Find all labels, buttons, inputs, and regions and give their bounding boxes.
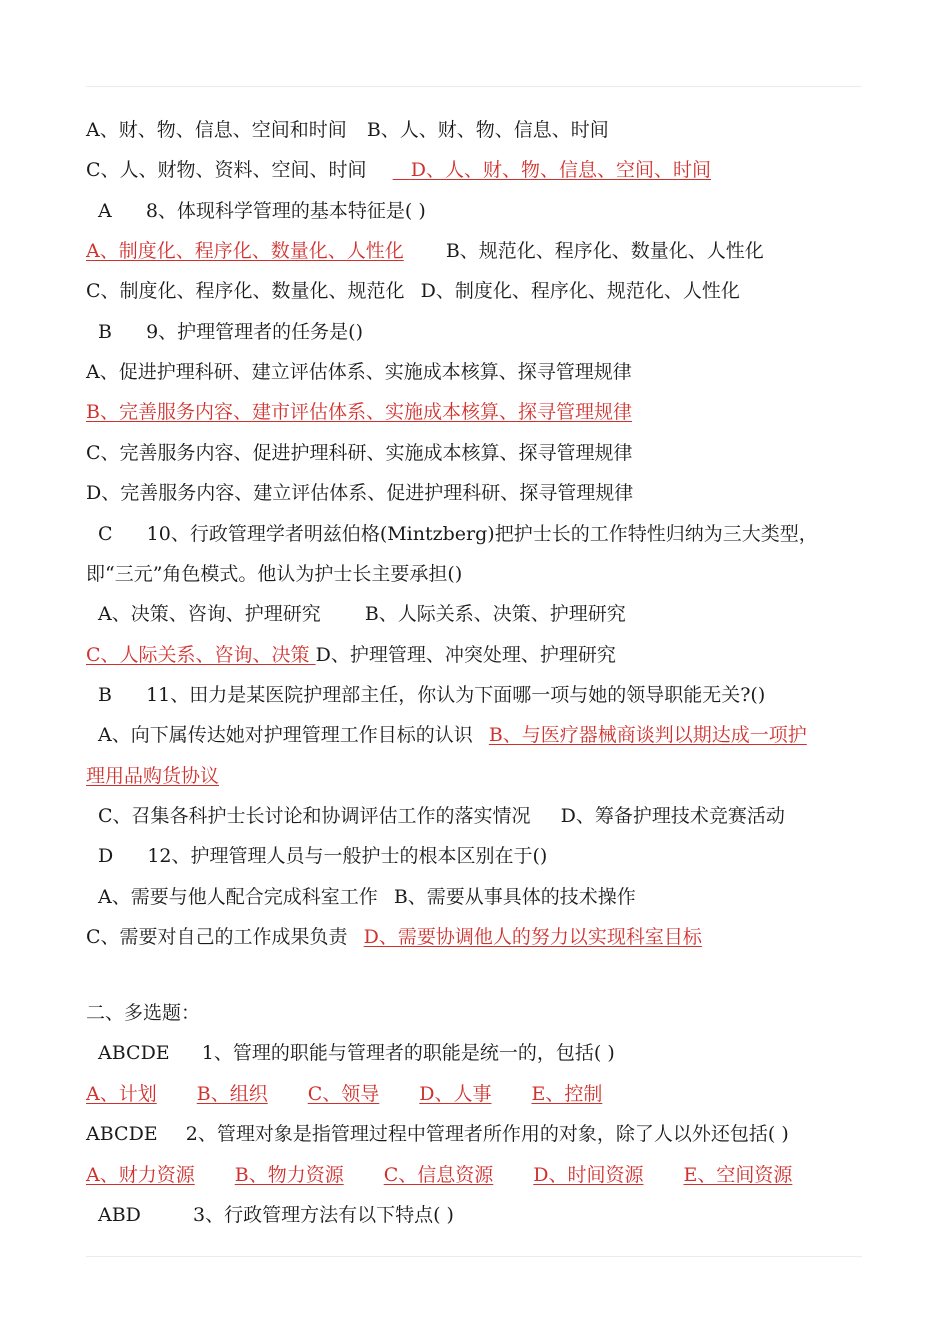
q11-stem bbox=[98, 682, 765, 708]
m2-options-correct bbox=[86, 1162, 792, 1188]
q7-options-ab bbox=[86, 117, 609, 143]
q7-option-a: A、财、物、信息、空间和时间 bbox=[86, 119, 347, 141]
q11-option-a: A、向下属传达她对护理管理工作目标的认识 bbox=[98, 724, 473, 746]
q9-option-b-correct: B、完善服务内容、建市评估体系、实施成本核算、探寻管理规律 bbox=[86, 401, 632, 423]
q10-options-ab bbox=[98, 601, 626, 627]
q11-option-b-correct-line1: B、与医疗器械商谈判以期达成一项护 bbox=[488, 724, 807, 746]
q11-option-b-correct-line2: 理用品购货协议 bbox=[86, 765, 220, 787]
q11-options-cd bbox=[98, 803, 785, 829]
q12-answer-key: D bbox=[98, 845, 114, 867]
m1-answer-key: ABCDE bbox=[98, 1042, 170, 1064]
q12-question: 12、护理管理人员与一般护士的根本区别在于() bbox=[147, 845, 548, 867]
q8-option-d: D、制度化、程序化、规范化、人性化 bbox=[420, 280, 740, 302]
q8-options-cd bbox=[86, 278, 740, 304]
q7-options-cd bbox=[86, 157, 711, 183]
q9-option-c: C、完善服务内容、促进护理科研、实施成本核算、探寻管理规律 bbox=[86, 442, 633, 464]
q10-options-cd bbox=[86, 642, 616, 668]
m1-option-c: C、领导 bbox=[307, 1083, 380, 1105]
q8-option-c: C、制度化、程序化、数量化、规范化 bbox=[86, 280, 405, 302]
m2-option-a: A、财力资源 bbox=[86, 1164, 195, 1186]
q12-option-c: C、需要对自己的工作成果负责 bbox=[86, 926, 348, 948]
q12-options-ab bbox=[98, 884, 636, 910]
m3-stem bbox=[98, 1202, 454, 1228]
m2-stem bbox=[86, 1121, 789, 1147]
q11-option-d: D、筹备护理技术竞赛活动 bbox=[560, 805, 785, 827]
q12-option-a: A、需要与他人配合完成科室工作 bbox=[98, 886, 378, 908]
q9-answer-key: B bbox=[98, 321, 112, 343]
q8-stem bbox=[98, 198, 426, 224]
q10-question-line2: 即“三元”角色模式。他认为护士长主要承担() bbox=[86, 563, 463, 585]
m1-options-correct bbox=[86, 1081, 602, 1107]
q8-option-b: B、规范化、程序化、数量化、人性化 bbox=[445, 240, 764, 262]
q8-answer-key: A bbox=[98, 200, 112, 222]
m1-option-a: A、计划 bbox=[86, 1083, 157, 1105]
q9-option-a: A、促进护理科研、建立评估体系、实施成本核算、探寻管理规律 bbox=[86, 361, 632, 383]
q10-answer-key: C bbox=[98, 523, 113, 545]
q7-option-b: B、人、财、物、信息、时间 bbox=[366, 119, 609, 141]
q7-option-c: C、人、财物、资料、空间、时间 bbox=[86, 159, 367, 181]
q11-option-c: C、召集各科护士长讨论和协调评估工作的落实情况 bbox=[98, 805, 531, 827]
q9-stem bbox=[98, 319, 363, 345]
section-heading-multiple-choice: 二、多选题： bbox=[86, 1002, 201, 1024]
q11-answer-key: B bbox=[98, 684, 112, 706]
q10-option-b: B、人际关系、决策、护理研究 bbox=[364, 603, 626, 625]
q10-question-line1: 10、行政管理学者明兹伯格(Mintzberg)把护士长的工作特性归纳为三大类型， bbox=[146, 523, 818, 545]
header-rule bbox=[86, 86, 862, 87]
m3-question: 3、行政管理方法有以下特点( ) bbox=[193, 1204, 454, 1226]
m2-question: 2、管理对象是指管理过程中管理者所作用的对象，除了人以外还包括( ) bbox=[185, 1123, 789, 1145]
m2-option-e: E、空间资源 bbox=[683, 1164, 793, 1186]
m3-answer-key: ABD bbox=[98, 1204, 141, 1226]
q8-question: 8、体现科学管理的基本特征是( ) bbox=[145, 200, 426, 222]
q10-option-a: A、决策、咨询、护理研究 bbox=[98, 603, 321, 625]
q12-options-cd bbox=[86, 924, 702, 950]
q9-option-d: D、完善服务内容、建立评估体系、促进护理科研、探寻管理规律 bbox=[86, 482, 634, 504]
m1-question: 1、管理的职能与管理者的职能是统一的，包括( ) bbox=[201, 1042, 615, 1064]
q12-option-d-correct: D、需要协调他人的努力以实现科室目标 bbox=[363, 926, 702, 948]
m2-option-d: D、时间资源 bbox=[533, 1164, 644, 1186]
m2-answer-key: ABCDE bbox=[86, 1123, 158, 1145]
q10-stem bbox=[98, 521, 818, 547]
q10-option-d: D、护理管理、冲突处理、护理研究 bbox=[315, 644, 616, 666]
m1-option-e: E、控制 bbox=[531, 1083, 603, 1105]
q8-option-a-correct: A、制度化、程序化、数量化、人性化 bbox=[86, 240, 404, 262]
footer-rule bbox=[86, 1256, 862, 1257]
m1-option-d: D、人事 bbox=[419, 1083, 492, 1105]
q9-question: 9、护理管理者的任务是() bbox=[146, 321, 363, 343]
m1-option-b: B、组织 bbox=[196, 1083, 268, 1105]
q11-options-ab bbox=[98, 722, 807, 748]
q12-option-b: B、需要从事具体的技术操作 bbox=[393, 886, 636, 908]
m2-option-c: C、信息资源 bbox=[383, 1164, 494, 1186]
q10-option-c-correct: C、人际关系、咨询、决策 bbox=[86, 644, 310, 666]
m1-stem bbox=[98, 1040, 615, 1066]
q8-options-ab bbox=[86, 238, 764, 264]
q12-stem bbox=[98, 843, 547, 869]
m2-option-b: B、物力资源 bbox=[234, 1164, 344, 1186]
q11-question: 11、田力是某医院护理部主任，你认为下面哪一项与她的领导职能无关?() bbox=[146, 684, 766, 706]
q7-option-d-text: D、人、财、物、信息、空间、时间 bbox=[410, 159, 711, 181]
q7-option-d-correct bbox=[393, 159, 711, 181]
